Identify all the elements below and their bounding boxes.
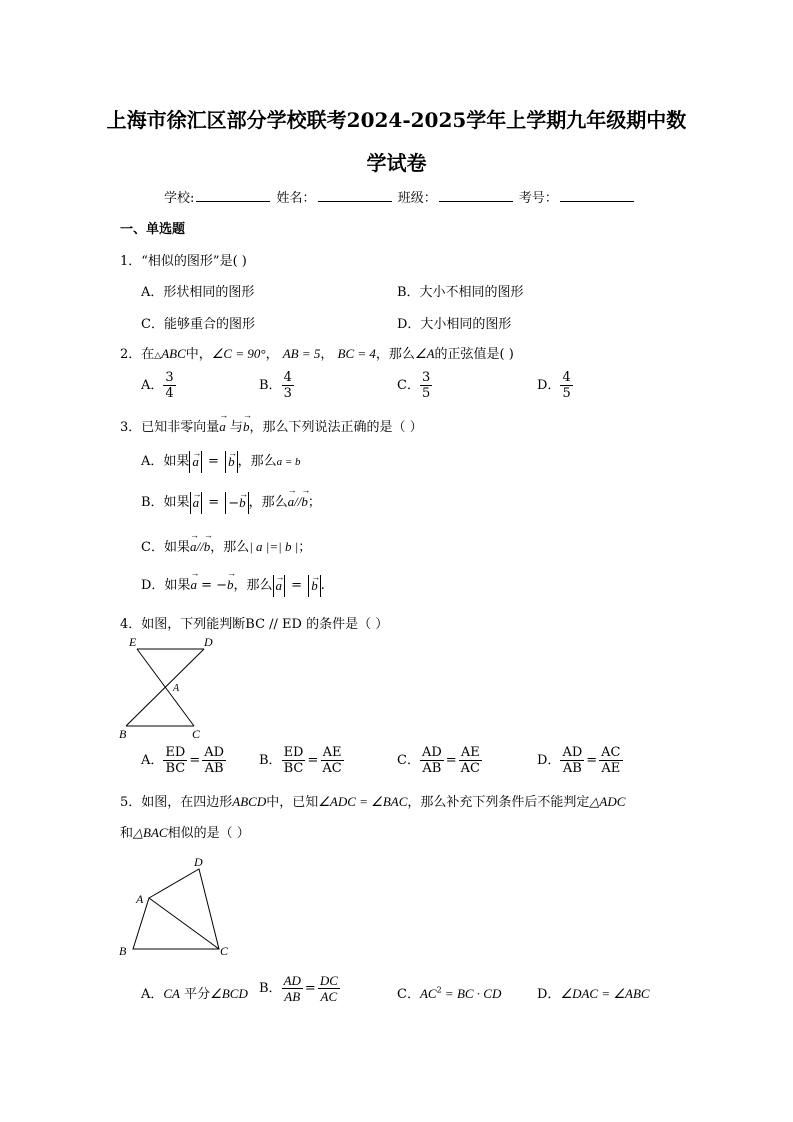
q2-bc: BC = 4 — [337, 346, 376, 361]
denominator: AC — [320, 989, 338, 1004]
option-then: ，那么 — [248, 495, 288, 510]
point-e-label: E — [129, 635, 137, 649]
q4-stem: 4．如图，下列能判断BC // ED 的条件是（ ） — [120, 617, 389, 632]
class-blank[interactable] — [439, 189, 513, 202]
q3-option-d: D．如果→ a = −→ b，那么→ a = → b . — [141, 574, 325, 597]
numerator: AE — [322, 745, 342, 760]
school-blank[interactable] — [196, 189, 270, 202]
option-label: C． — [397, 378, 420, 393]
vector-a: → a — [190, 577, 197, 593]
name-blank[interactable] — [318, 189, 392, 202]
segment-db — [126, 649, 204, 726]
numerator: 4 — [283, 370, 292, 385]
q5-condition: ∠ADC = ∠BAC — [318, 794, 408, 809]
point-d-label: D — [194, 855, 203, 869]
point-a-label: A — [136, 892, 144, 906]
vector-a: → a — [276, 575, 283, 597]
option-then: ，那么 — [233, 578, 273, 593]
q5-stem-line1 — [120, 791, 625, 810]
denominator: 5 — [562, 386, 571, 401]
q5-stem-line2 — [120, 822, 250, 841]
parallel-symbol: // — [196, 539, 204, 554]
option-then: ，那么 — [237, 454, 277, 469]
vector-b: → b — [311, 575, 318, 597]
exam-title-line1: 上海市徐汇区部分学校联考2024-2025学年上学期九年级期中数 — [106, 108, 687, 132]
numerator: AD — [283, 973, 301, 988]
exponent: 2 — [436, 985, 442, 995]
section-heading: 一、单选题 — [120, 222, 186, 237]
point-a-label: A — [173, 683, 180, 694]
q2-angle-a: ∠A — [414, 346, 435, 361]
numerator: AD — [421, 745, 442, 760]
denominator: BC — [283, 761, 304, 776]
q2-text-4: 的正弦值是( ) — [434, 347, 514, 362]
numerator: DC — [319, 973, 338, 988]
q3-option-a: A．如果→ a = → b ，那么a = b — [141, 450, 301, 473]
point-c-label: C — [192, 727, 201, 741]
option-prefix: B．如果 — [141, 495, 190, 510]
q3-a-conclusion: a = b — [276, 456, 301, 468]
bisects-text: 平分 — [184, 987, 211, 1002]
denominator: AB — [422, 761, 442, 776]
angle-bcd: ∠BCD — [210, 986, 248, 1001]
q4-figure — [116, 634, 226, 742]
q2-stem: 2．在△ABC中，∠C = 90°， AB = 5， BC = 4，那么∠A的正弦值是( ) — [120, 346, 514, 362]
name-label: 姓名： — [276, 191, 316, 206]
q5-text-4: 和 — [120, 826, 134, 841]
q5-figure — [116, 851, 240, 963]
option-label: D． — [537, 753, 561, 768]
vector-b: → b — [204, 539, 211, 555]
q5-option-d — [537, 983, 650, 1002]
q3-c-conclusion: | a |=| b | — [249, 539, 299, 554]
q3-option-b: B．如果→ a = −→ b ，那么→ a//→ b； — [141, 491, 321, 514]
vector-a: → a — [288, 494, 295, 510]
vector-a: → a — [219, 419, 226, 435]
q2-text-1: 2．在 — [120, 347, 155, 362]
numerator: AD — [204, 745, 225, 760]
numerator: 3 — [165, 370, 174, 385]
option-label: B． — [259, 753, 282, 768]
q1-option-a: A．形状相同的图形 — [141, 285, 255, 300]
denominator: AE — [601, 761, 621, 776]
option-label: B． — [259, 378, 282, 393]
option-label: A． — [141, 378, 164, 393]
q5-triangle-adc: △ADC — [589, 794, 626, 809]
school-label: 学校: — [164, 191, 195, 206]
minus-sign: − — [228, 495, 240, 511]
q2-ab: AB = 5 — [282, 346, 321, 361]
q5-triangle-bac: △BAC — [133, 825, 168, 840]
q5-option-a — [141, 983, 248, 1002]
option-label: C． — [397, 987, 420, 1002]
q2-angle-c: ∠C = 90° — [211, 346, 266, 361]
q2-option-d — [537, 370, 573, 401]
denominator: AB — [204, 761, 224, 776]
vector-a: → a — [192, 451, 199, 473]
denominator: AB — [562, 761, 582, 776]
q5-text-1: 5．如图，在四边形 — [120, 795, 233, 810]
denominator: AC — [322, 761, 342, 776]
q2-triangle-symbol: △ — [154, 351, 162, 361]
option-suffix: ； — [307, 495, 321, 510]
exam-number-blank[interactable] — [560, 189, 634, 202]
expr-angles: ∠DAC = ∠ABC — [560, 986, 650, 1001]
point-b-label: B — [119, 944, 127, 958]
denominator: AB — [284, 989, 301, 1004]
numerator: ED — [283, 745, 304, 760]
exam-title-line2: 学试卷 — [366, 151, 427, 175]
q1-option-d: D．大小相同的图形 — [397, 317, 512, 332]
option-label: B． — [259, 981, 282, 996]
option-label: A． — [141, 987, 164, 1002]
q2-option-b — [259, 370, 294, 401]
option-then: ，那么 — [210, 540, 250, 555]
numerator: 4 — [562, 370, 571, 385]
q5-text-5: 相似的是（ ） — [167, 826, 250, 841]
vector-b: → b — [228, 451, 235, 473]
numerator: AD — [562, 745, 583, 760]
vector-a: → a — [190, 539, 197, 555]
q2-option-c — [397, 370, 432, 401]
option-label: A． — [141, 753, 164, 768]
denominator: BC — [165, 761, 186, 776]
denominator: AC — [460, 761, 481, 776]
expr-ac: AC — [419, 986, 437, 1001]
q4-option-c: C． $\frac{AD}{AB}$ = $\frac{AE}{AC}$ — [397, 745, 481, 776]
option-label: D． — [537, 987, 561, 1002]
q5-text-3: ，那么补充下列条件后不能判定 — [407, 795, 590, 810]
q3-stem — [120, 416, 423, 435]
denominator: 4 — [165, 386, 174, 401]
equals-minus: = − — [201, 578, 227, 593]
denominator: 3 — [283, 386, 292, 401]
q2-text-3: ，那么 — [375, 347, 415, 362]
q1-stem: 1．“相似的图形”是( ) — [120, 254, 247, 269]
q5-text-2: 中，已知 — [266, 795, 319, 810]
q3-text-1: 3．已知非零向量 — [120, 420, 220, 435]
q3-text-with: 与 — [229, 420, 243, 435]
q3-option-c — [141, 536, 311, 555]
q2-text-2: 中， — [185, 347, 212, 362]
q4-option-a: A． $\frac{ED}{BC}$ = $\frac{AD}{AB}$ — [141, 745, 225, 776]
segment-ca: CA — [163, 986, 181, 1001]
q2-option-a — [141, 370, 176, 401]
vector-b: → b — [227, 577, 234, 593]
q3-text-2: ，那么下列说法正确的是（ ） — [249, 420, 423, 435]
q2-triangle-abc: ABC — [161, 346, 186, 361]
q1-option-b: B．大小不相同的图形 — [397, 285, 524, 300]
option-suffix: ； — [298, 540, 312, 555]
point-d-label: D — [204, 635, 213, 649]
parallel-symbol: // — [294, 494, 302, 509]
numerator: 3 — [421, 370, 431, 385]
q1-option-c: C．能够重合的图形 — [141, 317, 255, 332]
quadrilateral-abcd — [133, 869, 219, 949]
vector-a: → a — [193, 492, 200, 514]
option-label: C． — [397, 753, 420, 768]
vector-b: → b — [301, 494, 308, 510]
vector-b: → b — [239, 492, 246, 514]
info-fields — [164, 187, 636, 206]
numerator: AE — [460, 745, 480, 760]
point-b-label: B — [119, 727, 127, 741]
numerator: ED — [165, 745, 186, 760]
option-prefix: D．如果 — [141, 578, 191, 593]
class-label: 班级： — [397, 191, 437, 206]
q5-option-c — [397, 983, 501, 1002]
option-prefix: C．如果 — [141, 540, 190, 555]
option-prefix: A．如果 — [141, 454, 190, 469]
q4-option-b: B． $\frac{ED}{BC}$ = $\frac{AE}{AC}$ — [259, 745, 342, 776]
numerator: AC — [601, 745, 621, 760]
denominator: 5 — [421, 386, 431, 401]
q4-option-d: D． $\frac{AD}{AB}$ = $\frac{AC}{AE}$ — [537, 745, 621, 776]
q5-option-b: B． $\frac{AD}{AB}$ = $\frac{DC}{AC}$ — [259, 973, 338, 1004]
exam-number-label: 考号： — [518, 191, 558, 206]
q5-quadrilateral: ABCD — [232, 794, 267, 809]
option-suffix: . — [320, 578, 325, 593]
vector-b: → b — [243, 419, 250, 435]
expr-bc-cd: = BC · CD — [441, 986, 502, 1001]
point-c-label: C — [220, 944, 229, 958]
option-label: D． — [537, 378, 561, 393]
